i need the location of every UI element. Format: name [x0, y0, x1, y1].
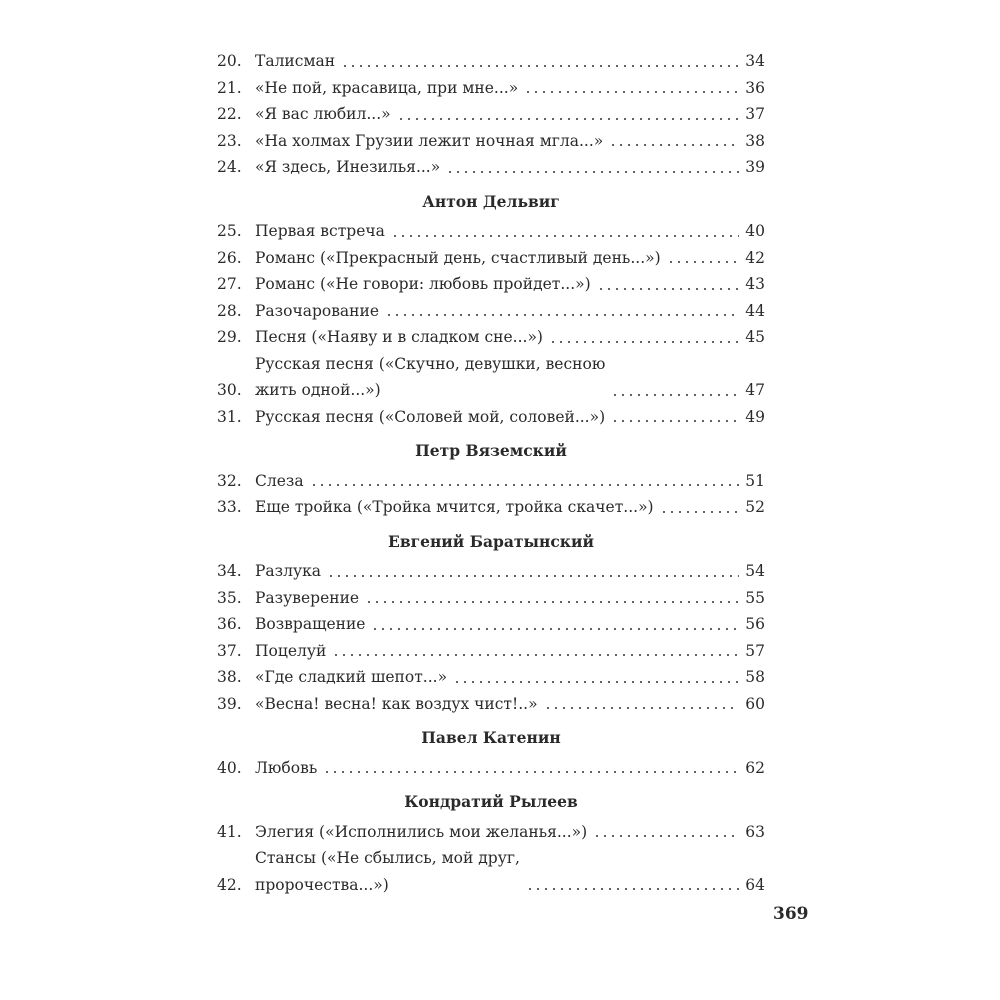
author-heading: Павел Катенин	[421, 728, 561, 747]
entry-title-line: Любовь	[255, 758, 318, 777]
page-number: 369	[773, 904, 809, 924]
entry-number: 37.	[217, 641, 242, 660]
entry-number: 24.	[217, 158, 242, 176]
dot-leader	[365, 601, 739, 603]
entry-number: 35.	[217, 588, 242, 607]
toc-entry	[217, 404, 765, 431]
entry-title-line: Разуверение	[255, 588, 360, 607]
dot-leader	[549, 341, 739, 343]
entry-title	[255, 324, 745, 351]
entry-title-line: Стансы («Не сбылись, мой друг,	[255, 849, 520, 867]
entry-title	[255, 638, 745, 665]
toc-entry	[217, 755, 765, 782]
entry-page-number: 47	[745, 381, 765, 399]
entry-title-line: Поцелуй	[255, 641, 327, 660]
entry-number: 41.	[217, 822, 242, 841]
entry-title-line: Романс («Не говори: любовь пройдет...»)	[255, 275, 591, 293]
entry-number: 42.	[217, 875, 242, 894]
dot-leader	[667, 261, 739, 263]
entry-title	[255, 468, 745, 495]
entry-number: 26.	[217, 248, 242, 267]
entry-title-line: Русская песня («Соловей мой, соловей...»)	[255, 407, 606, 426]
entry-title	[255, 128, 745, 155]
entry-number: 32.	[217, 471, 242, 490]
entry-title	[255, 298, 745, 325]
entry-title	[255, 101, 745, 128]
entry-page-number: 44	[745, 301, 765, 320]
entry-title	[255, 154, 745, 181]
entry-page-number: 37	[745, 105, 765, 123]
entry-title-line: Разлука	[255, 562, 322, 580]
author-heading: Кондратий Рылеев	[404, 792, 578, 811]
dot-leader	[609, 144, 739, 146]
dot-leader	[526, 888, 739, 890]
dot-leader	[611, 420, 739, 422]
entry-title-line: «Я вас любил...»	[255, 105, 391, 123]
toc-entry	[217, 691, 765, 718]
entry-number: 21.	[217, 78, 242, 97]
entry-page-number: 51	[745, 471, 765, 490]
entry-page-number: 63	[745, 822, 765, 841]
toc-entry	[217, 638, 765, 665]
entry-number: 31.	[217, 407, 242, 426]
entry-page-number: 45	[745, 328, 765, 346]
entry-number: 28.	[217, 301, 242, 320]
dot-leader	[397, 118, 739, 120]
entry-title-line: «Не пой, красавица, при мне...»	[255, 78, 519, 97]
entry-page-number: 54	[745, 562, 765, 580]
toc-entry	[217, 611, 765, 638]
dot-leader	[391, 235, 739, 237]
toc-entry	[217, 101, 765, 128]
dot-leader	[524, 91, 739, 93]
entry-title	[255, 845, 745, 898]
entry-title	[255, 819, 745, 846]
toc-entry	[217, 48, 765, 75]
entry-page-number: 60	[745, 694, 765, 713]
dot-leader	[385, 314, 739, 316]
entry-page-number: 40	[745, 222, 765, 240]
entry-number: 38.	[217, 668, 242, 686]
entry-title	[255, 494, 745, 521]
entry-title	[255, 558, 745, 585]
entry-title	[255, 664, 745, 691]
toc-entry	[217, 75, 765, 102]
entry-number: 27.	[217, 275, 242, 293]
entry-number: 30.	[217, 381, 242, 399]
toc-entry	[217, 819, 765, 846]
entry-title-line: «Где сладкий шепот...»	[255, 668, 448, 686]
entry-title	[255, 611, 745, 638]
toc-entry	[217, 298, 765, 325]
entry-title-line: Возвращение	[255, 615, 366, 633]
entry-page-number: 36	[745, 78, 765, 97]
toc-entry	[217, 494, 765, 521]
entry-page-number: 43	[745, 275, 765, 293]
dot-leader	[593, 835, 739, 837]
entry-page-number: 49	[745, 407, 765, 426]
entry-page-number: 57	[745, 641, 765, 660]
toc-entry	[217, 468, 765, 495]
entry-page-number: 56	[745, 615, 765, 633]
entry-title	[255, 218, 745, 245]
entry-title	[255, 75, 745, 102]
entry-number: 20.	[217, 52, 242, 70]
toc-entry	[217, 218, 765, 245]
entry-title-line: пророчества...»)	[255, 875, 389, 894]
entry-page-number: 34	[745, 52, 765, 70]
dot-leader	[341, 65, 739, 67]
entry-title-line: Романс («Прекрасный день, счастливый день...»)	[255, 248, 661, 267]
author-heading: Евгений Баратынский	[388, 531, 594, 551]
entry-page-number: 52	[745, 498, 765, 516]
entry-title-line: жить одной...»)	[255, 381, 381, 399]
entry-number: 33.	[217, 498, 242, 516]
toc-entry	[217, 154, 765, 181]
entry-title-line: «На холмах Грузии лежит ночная мгла...»	[255, 131, 604, 150]
toc-entry	[217, 324, 765, 351]
entry-title-line: Элегия («Исполнились мои желанья...»)	[255, 822, 588, 841]
entry-title-line: «Я здесь, Инезилья...»	[255, 158, 441, 176]
entry-page-number: 38	[745, 131, 765, 150]
entry-number: 39.	[217, 694, 242, 713]
dot-leader	[544, 707, 739, 709]
toc-entry	[217, 245, 765, 272]
author-heading: Петр Вяземский	[415, 441, 567, 460]
entry-title-line: Талисман	[255, 52, 336, 70]
dot-leader	[660, 511, 739, 513]
entry-page-number: 62	[745, 758, 765, 777]
entry-page-number: 42	[745, 248, 765, 267]
toc-entry	[217, 271, 765, 298]
toc-entry	[217, 128, 765, 155]
dot-leader	[597, 288, 739, 290]
entry-title	[255, 585, 745, 612]
entry-title	[255, 755, 745, 782]
entry-title-line: Еще тройка («Тройка мчится, тройка скачет...»)	[255, 498, 654, 516]
dot-leader	[310, 484, 739, 486]
dot-leader	[327, 575, 739, 577]
entry-page-number: 58	[745, 668, 765, 686]
entry-title	[255, 271, 745, 298]
entry-title	[255, 245, 745, 272]
entry-number: 23.	[217, 131, 242, 150]
toc-entry	[217, 664, 765, 691]
entry-number: 29.	[217, 328, 242, 346]
toc-entry	[217, 351, 765, 404]
author-heading: Антон Дельвиг	[422, 191, 560, 211]
table-of-contents	[217, 48, 765, 898]
entry-title	[255, 48, 745, 75]
entry-title	[255, 404, 745, 431]
entry-number: 22.	[217, 105, 242, 123]
entry-title	[255, 351, 745, 404]
entry-title-line: Первая встреча	[255, 222, 385, 240]
entry-page-number: 55	[745, 588, 765, 607]
toc-entry	[217, 845, 765, 898]
entry-title-line: Песня («Наяву и в сладком сне...»)	[255, 328, 543, 346]
entry-title-line: Слеза	[255, 471, 304, 490]
dot-leader	[453, 681, 739, 683]
entry-page-number: 39	[745, 158, 765, 176]
entry-number: 40.	[217, 758, 242, 777]
entry-page-number: 64	[745, 875, 765, 894]
entry-number: 34.	[217, 562, 242, 580]
entry-title-line: Разочарование	[255, 301, 379, 320]
dot-leader	[446, 171, 739, 173]
dot-leader	[323, 771, 739, 773]
entry-number: 25.	[217, 222, 242, 240]
entry-title-line: Русская песня («Скучно, девушки, весною	[255, 354, 606, 373]
dot-leader	[371, 628, 739, 630]
toc-entry	[217, 558, 765, 585]
dot-leader	[332, 654, 739, 656]
toc-entry	[217, 585, 765, 612]
entry-number: 36.	[217, 615, 242, 633]
entry-title-line: «Весна! весна! как воздух чист!..»	[255, 694, 538, 713]
dot-leader	[611, 394, 739, 396]
entry-title	[255, 691, 745, 718]
